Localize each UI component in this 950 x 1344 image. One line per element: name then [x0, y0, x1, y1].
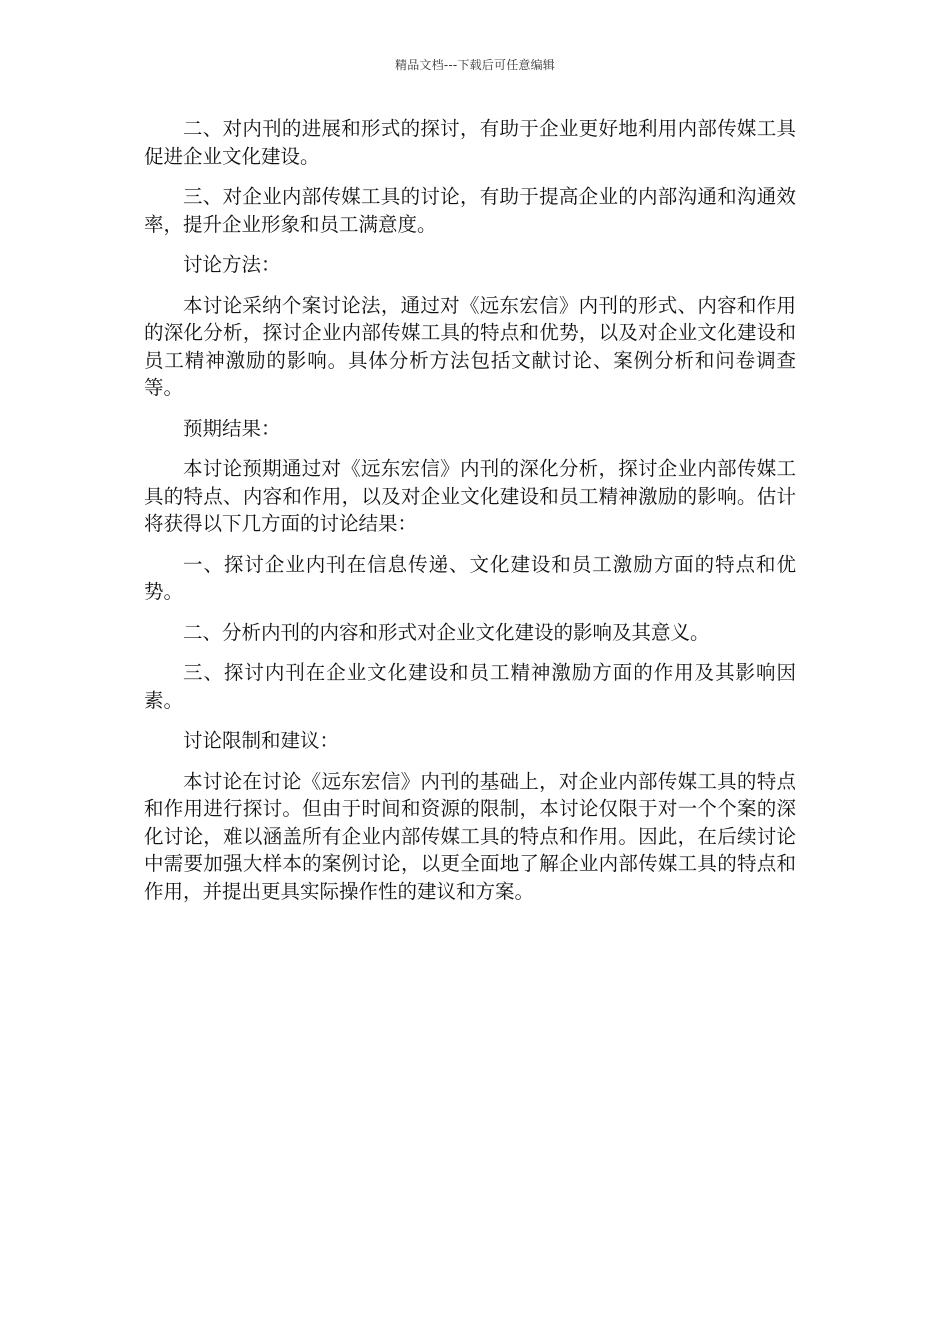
paragraph-result-1: 一、探讨企业内刊在信息传递、文化建设和员工激励方面的特点和优势。 — [144, 552, 796, 603]
paragraph-method: 本讨论采纳个案讨论法，通过对《远东宏信》内刊的形式、内容和作用的深化分析，探讨企业内部传媒工具的特点和优势，以及对企业文化建设和员工精神激励的影响。具体分析方法包括文献讨论、案例分析和问卷调查等。 — [144, 293, 796, 399]
paragraph-result-3: 三、探讨内刊在企业文化建设和员工精神激励方面的作用及其影响因素。 — [144, 661, 796, 712]
paragraph-expected-results: 本讨论预期通过对《远东宏信》内刊的深化分析，探讨企业内部传媒工具的特点、内容和作用，以及对企业文化建设和员工精神激励的影响。估计将获得以下几方面的讨论结果： — [144, 457, 796, 535]
section-heading-limitations: 讨论限制和建议： — [183, 729, 340, 752]
paragraph-objective-3: 三、对企业内部传媒工具的讨论，有助于提高企业的内部沟通和沟通效率，提升企业形象和员工满意度。 — [144, 185, 796, 236]
section-heading-method: 讨论方法： — [183, 253, 281, 276]
section-heading-expected-results: 预期结果： — [183, 416, 281, 440]
paragraph-result-2: 二、分析内刊的内容和形式对企业文化建设的影响及其意义。 — [183, 620, 710, 644]
paragraph-objective-2: 二、对内刊的进展和形式的探讨，有助于企业更好地利用内部传媒工具促进企业文化建设。 — [144, 117, 796, 168]
document-body — [144, 115, 796, 918]
page-header: 精品文档---下载后可任意编辑 — [395, 58, 555, 72]
paragraph-limitations: 本讨论在讨论《远东宏信》内刊的基础上，对企业内部传媒工具的特点和作用进行探讨。但由于时间和资源的限制，本讨论仅限于对一个个案的深化讨论，难以涵盖所有企业内部传媒工具的特点和作用。因此，在后续讨论中需要加强大样本的案例讨论，以更全面地了解企业内部传媒工具的特点和作用，并提出更具实际操作性的建议和方案。 — [144, 769, 796, 903]
